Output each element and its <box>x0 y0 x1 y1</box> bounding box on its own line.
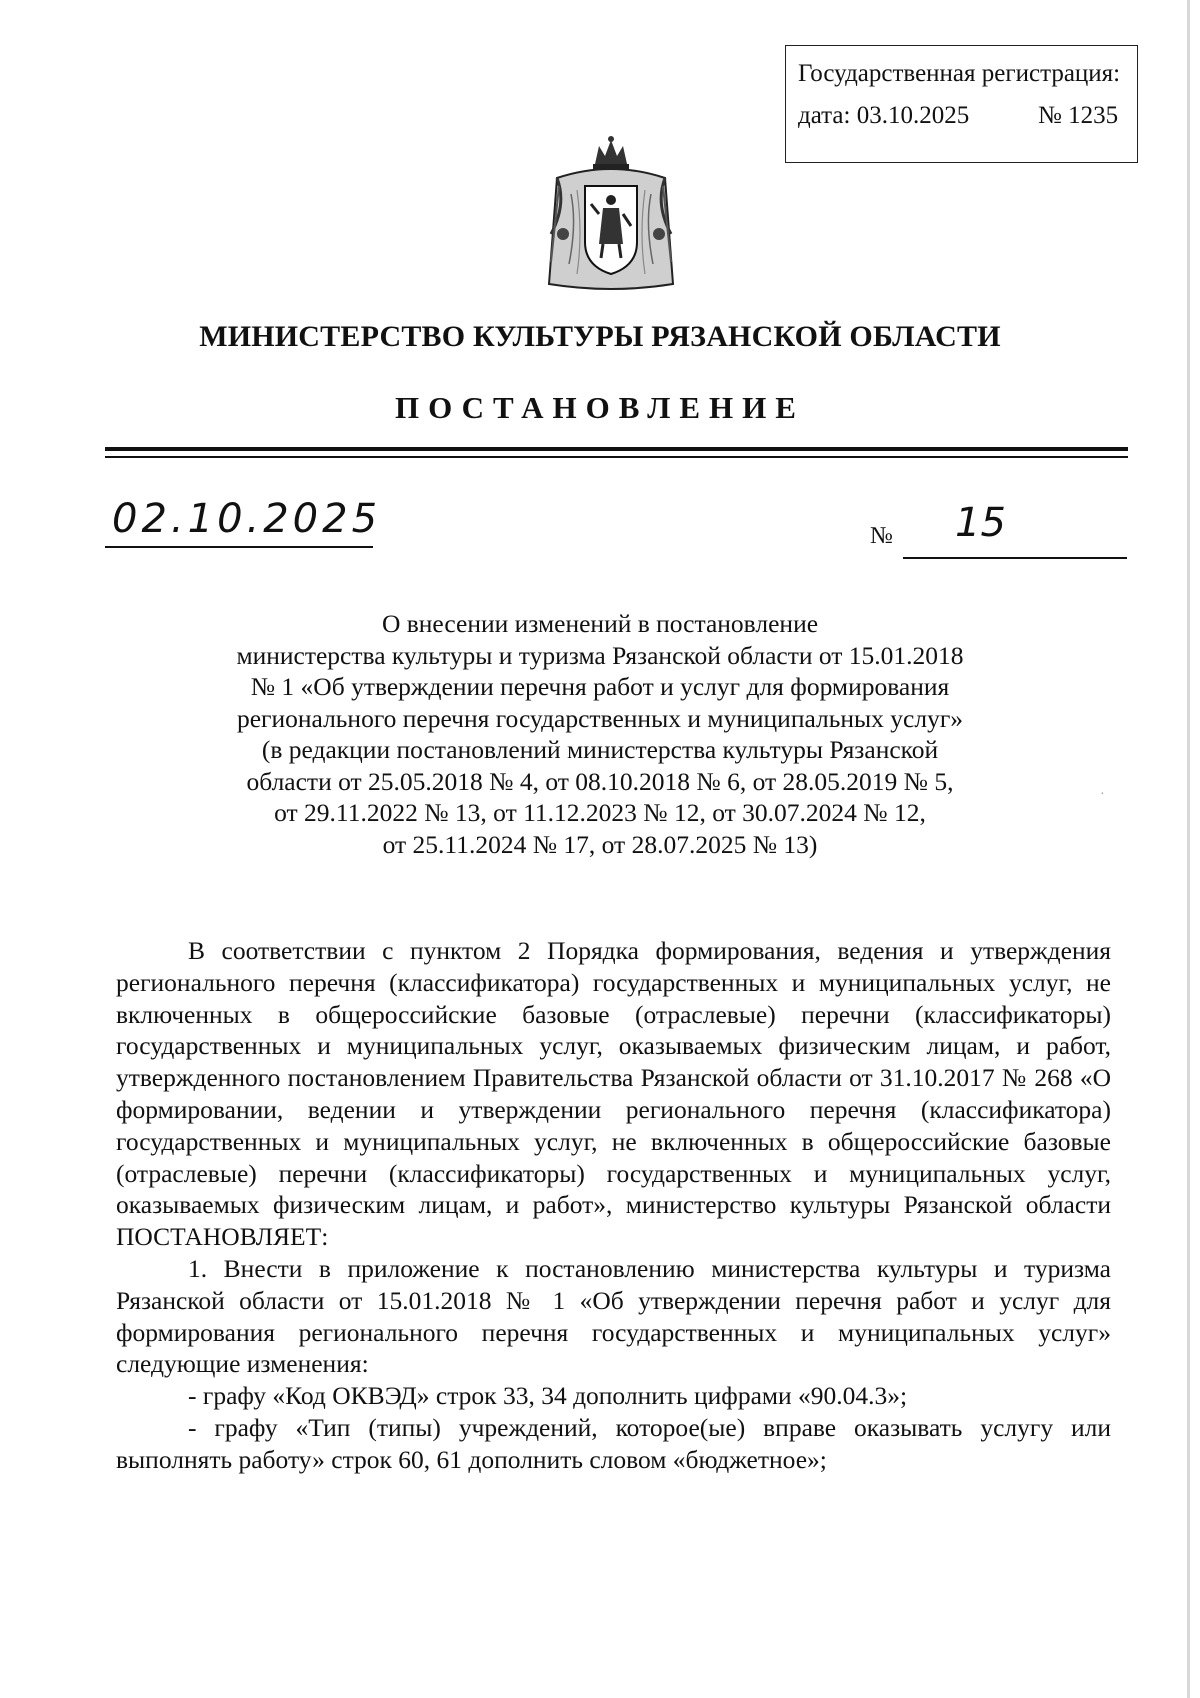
scan-edge-line <box>1187 0 1190 1698</box>
number-underline <box>903 557 1127 559</box>
title-line: от 25.11.2024 № 17, от 28.07.2025 № 13) <box>382 829 818 859</box>
scan-speck: · <box>1100 787 1105 802</box>
registration-details <box>798 102 1128 130</box>
document-type-title: ПОСТАНОВЛЕНИЕ <box>395 390 805 425</box>
title-line: области от 25.05.2018 № 4, от 08.10.2018 № 6, от 28.05.2019 № 5, <box>246 766 954 796</box>
body-paragraph-change-2: - графу «Тип (типы) учреждений, которое(ые) вправе оказывать услугу или выполнять работу» строк 60, 61 дополнить словом «бюджетное»; <box>116 1412 1111 1474</box>
registration-number: № 1235 <box>1038 102 1119 129</box>
title-line: № 1 «Об утверждении перечня работ и услуг для формирования <box>250 672 950 701</box>
title-line: О внесении изменений в постановление <box>381 609 819 638</box>
title-line: от 29.11.2022 № 13, от 11.12.2023 № 12, от 30.07.2024 № 12, <box>274 798 926 827</box>
header-rule-thin <box>105 456 1128 458</box>
document-body <box>116 935 1111 1476</box>
ministry-name: МИНИСТЕРСТВО КУЛЬТУРЫ РЯЗАНСКОЙ ОБЛАСТИ <box>199 320 1001 353</box>
title-line: (в редакции постановлений министерства культуры Рязанской <box>261 735 939 764</box>
header-rule-thick <box>105 447 1128 451</box>
handwritten-number: 15 <box>955 500 1006 546</box>
registration-date: дата: 03.10.2025 <box>798 102 970 129</box>
title-line: регионального перечня государственных и муниципальных услуг» <box>236 703 964 733</box>
body-paragraph-change-1: - графу «Код ОКВЭД» строк 33, 34 дополнить цифрами «90.04.3»; <box>188 1381 908 1411</box>
handwritten-date: 02.10.2025 <box>112 496 382 542</box>
body-paragraph-item-1: 1. Внести в приложение к постановлению министерства культуры и туризма Рязанской области от 15.01.2018 № 1 «Об утверждении перечня работ и услуг для формирования регионального перечня государственных и муниципальных услуг» следующие изменения: <box>116 1253 1111 1379</box>
body-paragraph-preamble: В соответствии с пунктом 2 Порядка формирования, ведения и утверждения регионального перечня (классификатора) государственных и муниципальных услуг, не включенных в общероссийские базовые (отраслевые) перечни (классификаторы) государственных и муниципальных услуг, оказываемых физическим лицам, и работ, утвержденного постановлением Правительства Рязанской области от 31.10.2017 № 268 «О формировании, ведении и утверждении регионального перечня (классификатора) государственных и муниципальных услуг, не включенных в общероссийские базовые (отраслевые) перечни (классификаторы) государственных и муниципальных услуг, оказываемых физическим лицам, и работ», министерство культуры Рязанской области ПОСТАНОВЛЯЕТ: <box>116 936 1111 1252</box>
date-underline <box>105 546 373 548</box>
registration-stamp <box>785 45 1138 163</box>
document-number-label: № <box>870 523 893 549</box>
title-line: министерства культуры и туризма Рязанской области от 15.01.2018 <box>236 640 964 670</box>
document-subject-title <box>120 608 1080 860</box>
registration-title: Государственная регистрация: <box>798 60 1121 87</box>
ryazan-coat-of-arms-emblem <box>537 134 685 290</box>
